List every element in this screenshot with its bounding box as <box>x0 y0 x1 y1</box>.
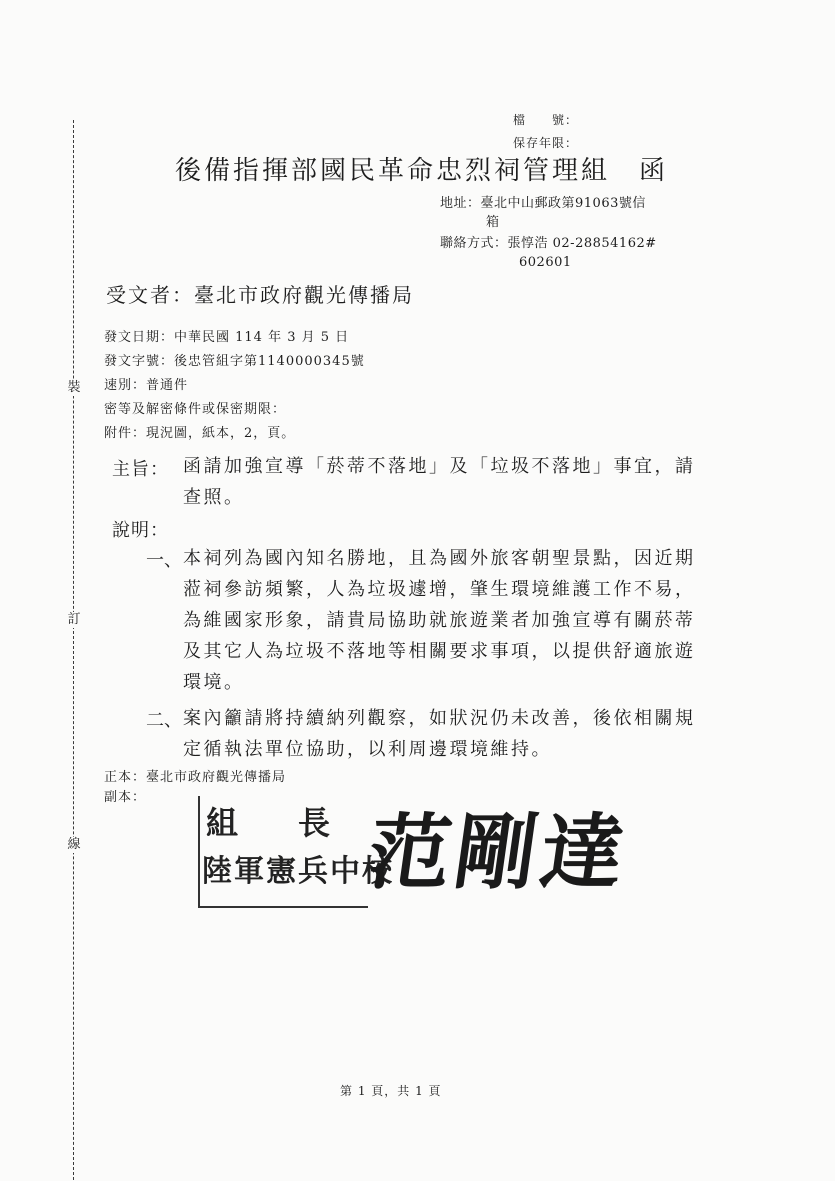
binding-mark-xian: 線 <box>67 837 81 852</box>
secrecy-level: 密等及解密條件或保密期限： <box>104 402 287 417</box>
explanation-item-1-line: 環境。 <box>183 672 245 693</box>
document-title: 後備指揮部國民革命忠烈祠管理組 函 <box>175 156 669 186</box>
copy-recipient: 副本： <box>104 790 147 805</box>
address-line-1: 地址：臺北中山郵政第91063號信 <box>440 196 646 211</box>
signature-stamp <box>190 788 660 913</box>
binding-mark-zhuang: 裝 <box>67 380 81 395</box>
file-number-label: 檔 號： <box>513 113 579 127</box>
explanation-item-2-number: 二、 <box>146 710 182 731</box>
contact-line-2: 602601 <box>519 255 572 270</box>
binding-mark-ding: 訂 <box>67 612 81 627</box>
stamp-title: 組長 <box>206 804 391 842</box>
binding-line <box>73 120 74 1180</box>
explanation-item-1-line: 本祠列為國內知名勝地，且為國外旅客朝聖景點，因近期 <box>183 548 696 569</box>
address-line-2: 箱 <box>486 215 500 230</box>
stamp-unit: 陸軍憲兵中校 <box>202 854 394 889</box>
issue-date: 發文日期：中華民國 114 年 3 月 5 日 <box>104 330 350 345</box>
original-recipient: 正本：臺北市政府觀光傳播局 <box>104 770 287 785</box>
subject-label: 主旨： <box>112 459 169 480</box>
explanation-item-2-line: 定循執法單位協助，以利周邊環境維持。 <box>183 739 552 760</box>
recipient: 受文者：臺北市政府觀光傳播局 <box>106 283 414 307</box>
explanation-item-1-line: 為維國家形象，請貴局協助就旅遊業者加強宣導有關菸蒂 <box>183 610 696 631</box>
page-number: 第 1 頁，共 1 頁 <box>340 1084 442 1098</box>
explanation-item-2-line: 案內籲請將持續納列觀察，如狀況仍未改善，後依相關規 <box>183 708 696 729</box>
retention-period-label: 保存年限： <box>513 136 579 150</box>
attachment: 附件：現況圖，紙本，2，頁。 <box>104 426 296 441</box>
stamp-signature-name: 范剛達 <box>362 806 634 901</box>
subject-line-2: 查照。 <box>183 487 245 508</box>
delivery-speed: 速別：普通件 <box>104 378 189 393</box>
explanation-label: 說明： <box>112 520 169 541</box>
explanation-item-1-line: 及其它人為垃圾不落地等相關要求事項，以提供舒適旅遊 <box>183 641 696 662</box>
contact-line-1: 聯絡方式：張惇浩 02-28854162# <box>440 236 657 251</box>
explanation-item-1-number: 一、 <box>146 550 182 571</box>
subject-line-1: 函請加強宣導「菸蒂不落地」及「垃圾不落地」事宜，請 <box>183 456 696 477</box>
reference-number: 發文字號：後忠管組字第1140000345號 <box>104 354 365 369</box>
explanation-item-1-line: 蒞祠參訪頻繁，人為垃圾遽增，肇生環境維護工作不易， <box>183 579 696 600</box>
